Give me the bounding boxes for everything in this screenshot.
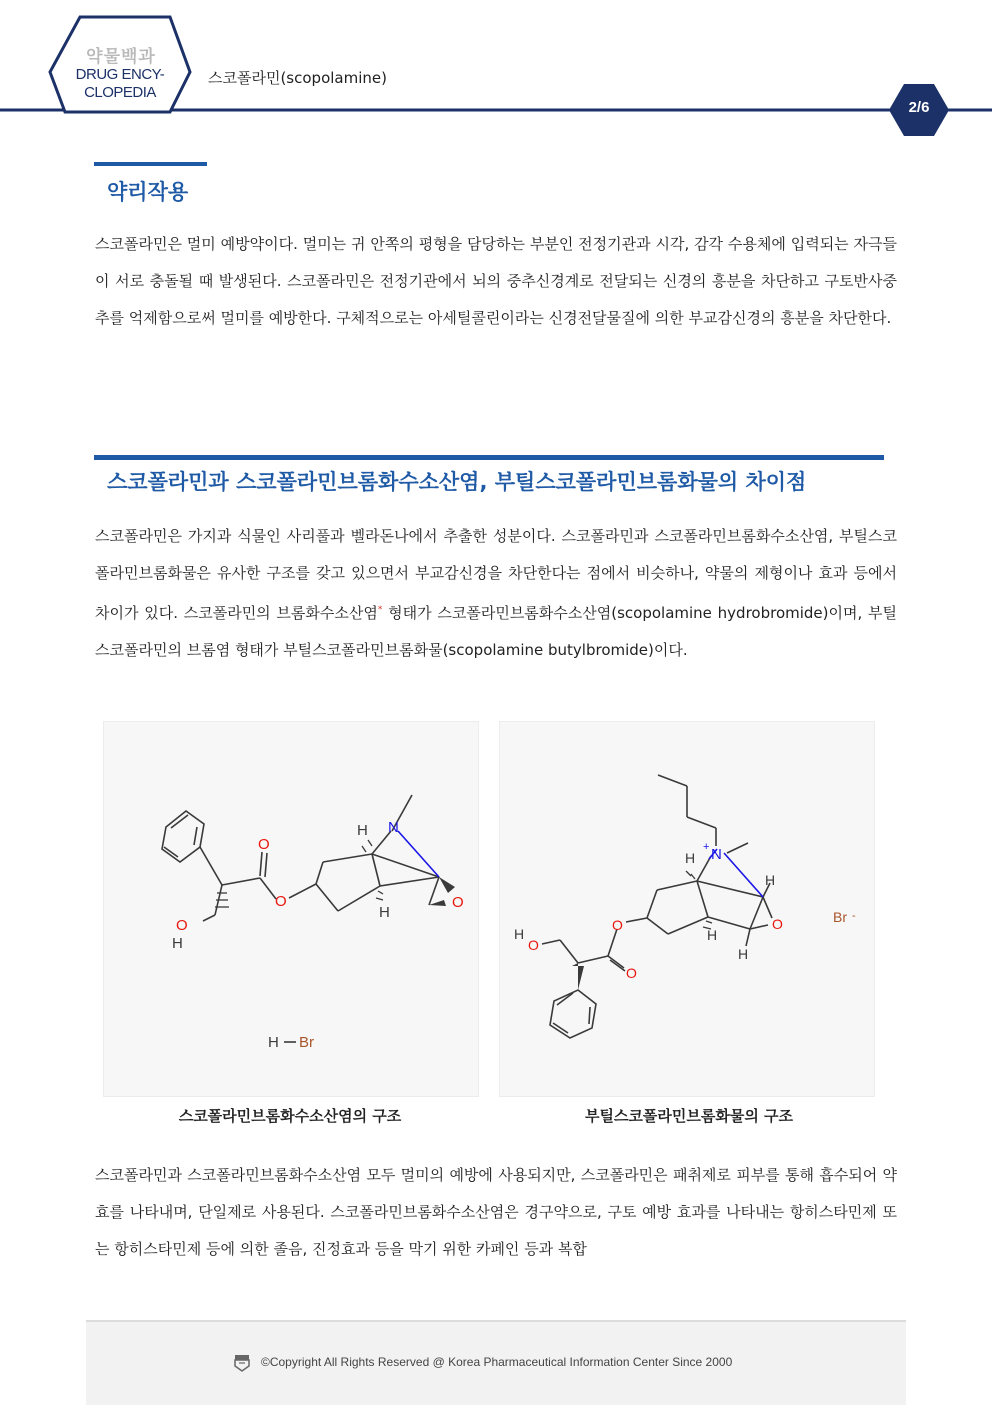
copyright-text: ©Copyright All Rights Reserved @ Korea Pharmaceutical Information Center Since 2000 [261,1355,733,1369]
atom-nitrogen: N [388,819,399,836]
charge-plus[interactable]: + [703,841,710,853]
atom-bridgehead-hydrogen-bottom: H [379,904,390,921]
atom-epoxide-oxygen: O [772,916,783,932]
atom-hydroxyl-hydrogen: H [514,926,525,942]
section-title-pharmacology: 약리작용 [107,180,189,204]
atom-bromide: Br [833,909,847,925]
atom-hbr-hydrogen: H [268,1034,279,1051]
atom-hbr-bromine: Br [299,1034,314,1051]
page-number: 2/6 [908,99,930,116]
figure-caption-scopolamine-butylbromide: 부틸스코폴라민브롬화물의 구조 [584,1107,794,1125]
atom-hydrogen-3: H [765,872,776,888]
footnote-marker[interactable]: * [377,605,383,615]
page-footer [86,1320,906,1405]
logo-english-line1: DRUG ENCY- [75,66,165,83]
atom-quaternary-nitrogen: N [711,846,722,863]
pharmacology-paragraph: 스코폴라민은 멀미 예방약이다. 멀미는 귀 안쪽의 평형을 담당하는 부분인 전정기관과 시각, 감각 수용체에 입력되는 자극들이 서로 충돌될 때 발생된다. 스코폴라민은 전정기관에서 뇌의 중추신경계로 전달되는 신경의 흥분을 차단하고 구토반사중추를 억제함으로써 멀미를 예방한다. 구체적으로는 아세틸콜린이라는 신경전달물질에 의한 부교감신경의 흥분을 차단한다. [95,235,897,327]
logo-english-line2: CLOPEDIA [84,84,156,101]
atom-carbonyl-oxygen: O [626,965,637,981]
section-title-differences: 스코폴라민과 스코폴라민브롬화수소산염, 부틸스코폴라민브롬화물의 차이점 [107,470,807,494]
section-divider [94,162,207,166]
section-divider [94,455,884,460]
atom-hydrogen-1: H [685,850,696,866]
document-title: 스코폴라민(scopolamine) [208,69,387,87]
atom-hydroxyl-oxygen: O [528,937,539,953]
atom-hydrogen-4: H [738,946,749,962]
charge-minus[interactable]: - [852,910,856,922]
logo-english [70,66,170,102]
atom-carbonyl-oxygen: O [258,836,270,853]
atom-ester-oxygen: O [612,917,623,933]
differences-text-a: 스코폴라민은 가지과 식물인 사리풀과 벨라돈나에서 추출한 성분이다. 스코폴라민과 스코폴라민브롬화수소산염, 부틸스코폴라민브롬화물은 유사한 구조를 갖고 있으면서 부교감신경을 차단한다는 점에서 비슷하나, 약물의 제형이나 효과 등에서 차이가 있다. 스코폴라민의 브롬화수소산염 [95,527,897,622]
structure-image-scopolamine-butylbromide [499,721,875,1097]
atom-hydroxyl-hydrogen: H [172,935,183,952]
atom-ester-oxygen: O [275,893,287,910]
differences-text-b: 형태가 스코폴라민브롬화수소산염(scopolamine hydrobromide)이며, 부틸스코폴라민의 브롬염 형태가 부틸스코폴라민브롬화물(scopolamine butylbromide)이다. [95,604,897,659]
usage-paragraph: 스코폴라민과 스코폴라민브롬화수소산염 모두 멀미의 예방에 사용되지만, 스코폴라민은 패취제로 피부를 통해 흡수되어 약효를 나타내며, 단일제로 사용된다. 스코폴라민브롬화수소산염은 경구약으로, 구토 예방 효과를 나타내는 항히스타민제 또는 항히스타민제 등에 의한 졸음, 진정효과 등을 막기 위한 카페인 등과 복합 [95,1166,897,1258]
atom-hydroxyl-oxygen: O [176,917,188,934]
atom-bridgehead-hydrogen-top: H [357,822,368,839]
page-header [0,0,992,145]
structure-image-scopolamine-hydrobromide [103,721,479,1097]
differences-paragraph [95,518,897,669]
figure-caption-scopolamine-hydrobromide: 스코폴라민브롬화수소산염의 구조 [178,1107,402,1125]
atom-epoxide-oxygen: O [452,894,464,911]
logo-korean: 약물백과 [86,47,156,67]
atom-hydrogen-2: H [707,927,718,943]
kpic-emblem-icon [234,1354,250,1372]
